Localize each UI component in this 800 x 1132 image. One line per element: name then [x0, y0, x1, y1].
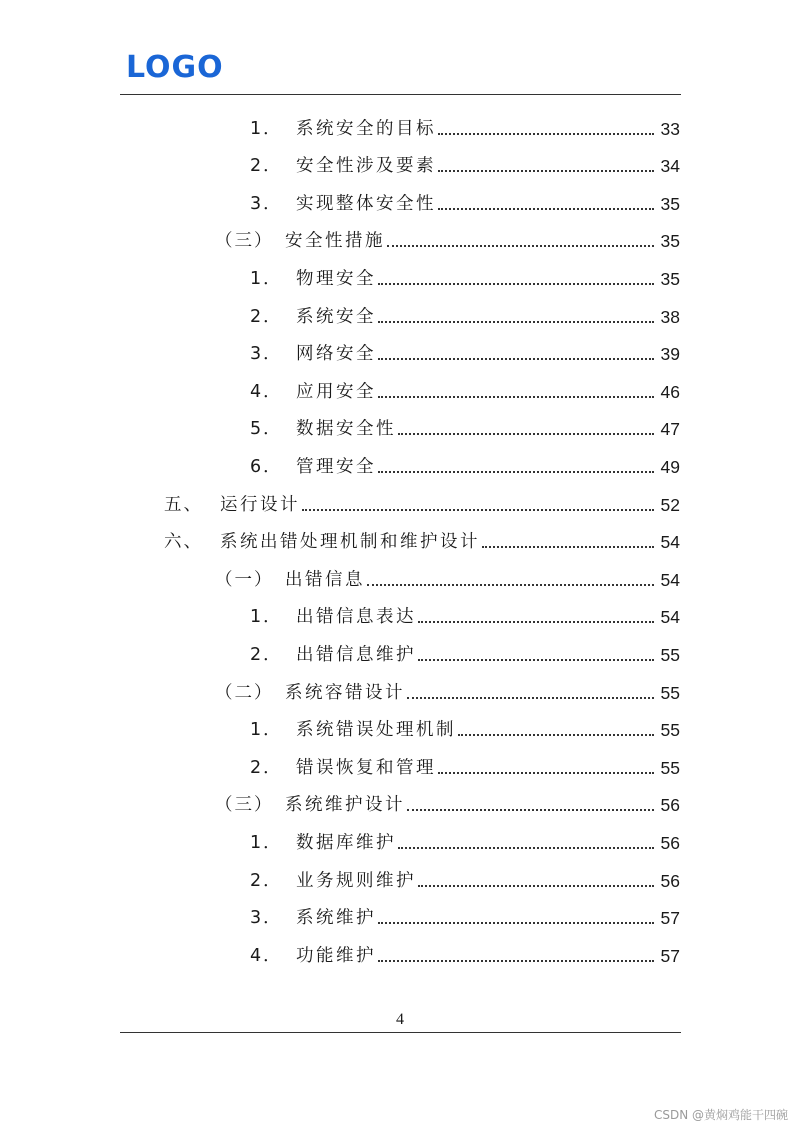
toc-dot-leader [302, 509, 654, 511]
toc-dot-leader [367, 584, 654, 586]
toc-entry[interactable] [0, 779, 800, 817]
toc-dot-leader [378, 321, 654, 323]
toc-entry-page: 54 [660, 532, 680, 553]
toc-entry[interactable] [0, 553, 800, 591]
toc-entry-page: 54 [660, 569, 680, 590]
toc-entry-title: 安全性涉及要素 [296, 156, 436, 177]
toc-entry[interactable] [0, 140, 800, 178]
toc-entry-title: 错误恢复和管理 [296, 757, 436, 778]
toc-entry[interactable] [0, 365, 800, 403]
toc-entry[interactable] [0, 704, 800, 742]
toc-dot-leader [418, 885, 654, 887]
logo: LOGO [126, 50, 224, 85]
toc-entry-number: （一） [215, 569, 274, 590]
toc-dot-leader [378, 471, 654, 473]
toc-entry[interactable] [0, 628, 800, 666]
toc-entry-number: 2． [250, 644, 283, 665]
toc-entry-title: 数据安全性 [296, 419, 396, 440]
toc-entry[interactable] [0, 892, 800, 930]
toc-entry-title: 系统错误处理机制 [296, 720, 456, 741]
toc-entry-title: 系统容错设计 [285, 682, 405, 703]
toc-entry-page: 47 [660, 419, 680, 440]
toc-entry[interactable] [0, 929, 800, 967]
toc-dot-leader [438, 772, 654, 774]
toc-entry-title: 应用安全 [296, 381, 376, 402]
toc-entry-page: 52 [660, 494, 680, 515]
toc-entry[interactable] [0, 102, 800, 140]
toc-entry-page: 55 [660, 682, 680, 703]
toc-entry-title: 安全性措施 [285, 231, 385, 252]
toc-dot-leader [407, 809, 654, 811]
toc-entry-page: 57 [660, 908, 680, 929]
toc-entry-number: 1． [250, 118, 283, 139]
toc-entry-page: 56 [660, 870, 680, 891]
toc-entry-page: 39 [660, 344, 680, 365]
toc-dot-leader [482, 546, 654, 548]
toc-entry[interactable] [0, 478, 800, 516]
toc-entry-title: 业务规则维护 [296, 870, 416, 891]
toc-entry-number: 2． [250, 306, 283, 327]
toc-entry-number: （三） [215, 231, 274, 252]
toc-entry-number: 3． [250, 344, 283, 365]
toc-entry[interactable] [0, 591, 800, 629]
toc-dot-leader [378, 922, 654, 924]
toc-entry[interactable] [0, 403, 800, 441]
toc-entry-title: 系统出错处理机制和维护设计 [220, 532, 480, 553]
toc-entry-title: 系统维护 [296, 908, 376, 929]
toc-entry-page: 54 [660, 607, 680, 628]
toc-entry-page: 56 [660, 795, 680, 816]
toc-entry-number: 1． [250, 268, 283, 289]
toc-entry[interactable] [0, 215, 800, 253]
toc-entry[interactable] [0, 816, 800, 854]
toc-entry[interactable] [0, 741, 800, 779]
toc-entry-title: 网络安全 [296, 344, 376, 365]
toc-entry-number: 1． [250, 832, 283, 853]
toc-entry-title: 系统安全 [296, 306, 376, 327]
toc-entry-page: 56 [660, 832, 680, 853]
toc-entry-title: 系统维护设计 [285, 795, 405, 816]
toc-dot-leader [378, 396, 654, 398]
toc-dot-leader [378, 283, 654, 285]
page-number: 4 [396, 1011, 404, 1028]
toc-entry-page: 35 [660, 268, 680, 289]
watermark: CSDN @黄焖鸡能干四碗 [653, 1108, 788, 1122]
toc-entry-page: 35 [660, 231, 680, 252]
toc-entry-title: 出错信息维护 [296, 644, 416, 665]
toc-entry-number: 2． [250, 757, 283, 778]
toc-dot-leader [418, 621, 654, 623]
toc-entry[interactable] [0, 252, 800, 290]
toc-entry-page: 35 [660, 193, 680, 214]
toc-entry-page: 38 [660, 306, 680, 327]
toc-entry-number: （二） [215, 682, 274, 703]
toc-dot-leader [438, 208, 654, 210]
toc-dot-leader [398, 433, 654, 435]
toc-entry-title: 数据库维护 [296, 832, 396, 853]
toc-entry-page: 55 [660, 720, 680, 741]
toc-entry[interactable] [0, 516, 800, 554]
toc-entry-number: 2． [250, 870, 283, 891]
toc-entry-page: 55 [660, 644, 680, 665]
toc-entry-number: 4． [250, 945, 283, 966]
toc-entry-page: 57 [660, 945, 680, 966]
toc-entry-title: 功能维护 [296, 945, 376, 966]
toc-entry[interactable] [0, 854, 800, 892]
toc-entry-title: 管理安全 [296, 456, 376, 477]
toc-entry-number: 2． [250, 156, 283, 177]
toc-dot-leader [378, 358, 654, 360]
toc-dot-leader [398, 847, 654, 849]
toc-dot-leader [438, 133, 654, 135]
toc-dot-leader [438, 170, 654, 172]
toc-entry-page: 33 [660, 118, 680, 139]
header-rule [120, 94, 681, 95]
toc-entry-number: 6． [250, 456, 283, 477]
toc-entry-page: 46 [660, 381, 680, 402]
toc-entry-number: 1． [250, 607, 283, 628]
toc-entry-title: 实现整体安全性 [296, 193, 436, 214]
toc-entry-title: 出错信息 [285, 569, 365, 590]
toc-entry-page: 34 [660, 156, 680, 177]
toc-entry[interactable] [0, 440, 800, 478]
footer-rule [120, 1032, 681, 1033]
toc-dot-leader [418, 659, 654, 661]
toc-entry-number: 4． [250, 381, 283, 402]
toc-entry-number: 5． [250, 419, 283, 440]
toc-entry-title: 系统安全的目标 [296, 118, 436, 139]
toc-dot-leader [378, 960, 654, 962]
toc-entry[interactable] [0, 290, 800, 328]
toc-entry[interactable] [0, 328, 800, 366]
toc-entry-number: （三） [215, 795, 274, 816]
toc-dot-leader [458, 734, 654, 736]
toc-entry-title: 运行设计 [220, 494, 300, 515]
toc-entry[interactable] [0, 177, 800, 215]
toc-dot-leader [387, 245, 654, 247]
toc-entry-title: 出错信息表达 [296, 607, 416, 628]
toc-entry-page: 49 [660, 456, 680, 477]
toc-entry-number: 五、 [164, 494, 203, 515]
toc-entry-number: 3． [250, 193, 283, 214]
toc-entry-title: 物理安全 [296, 268, 376, 289]
toc-entry-number: 1． [250, 720, 283, 741]
toc-entry-page: 55 [660, 757, 680, 778]
toc-entry-number: 六、 [164, 532, 203, 553]
toc-dot-leader [407, 697, 654, 699]
toc-entry[interactable] [0, 666, 800, 704]
toc-entry-number: 3． [250, 908, 283, 929]
